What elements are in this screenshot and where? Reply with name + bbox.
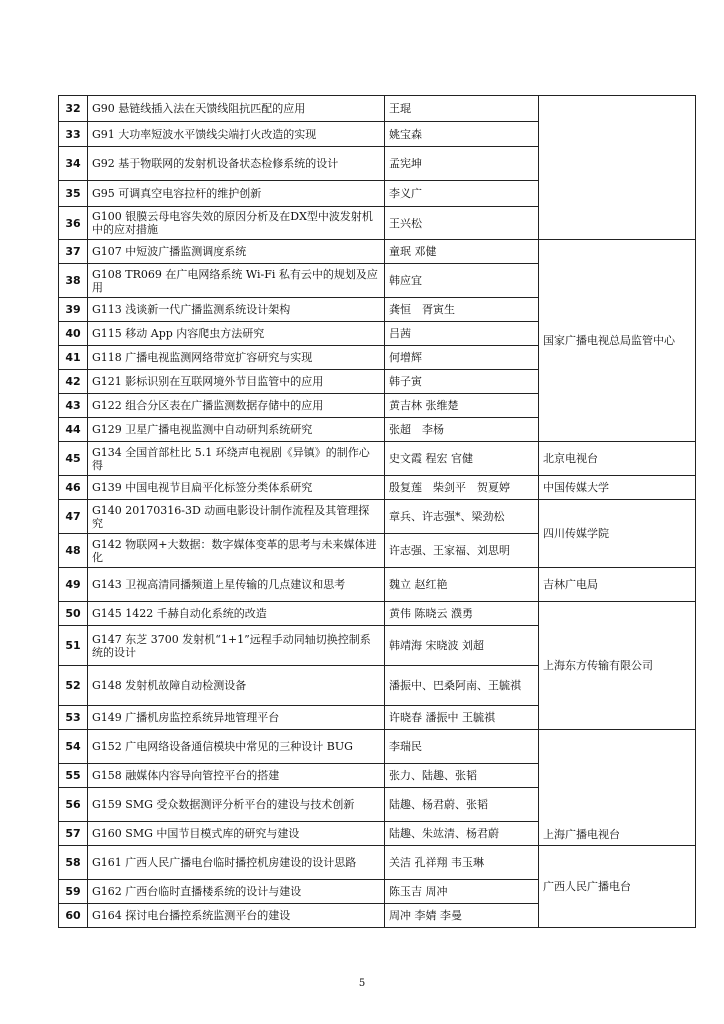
authors: 何增辉 — [385, 346, 539, 370]
authors: 吕茜 — [385, 322, 539, 346]
authors: 李义广 — [385, 181, 539, 207]
paper-title: G108 TR069 在广电网络系统 Wi-Fi 私有云中的规划及应用 — [88, 264, 385, 298]
row-number: 42 — [59, 370, 88, 394]
authors: 黄吉林 张维楚 — [385, 394, 539, 418]
paper-title: G118 广播电视监测网络带宽扩容研究与实现 — [88, 346, 385, 370]
authors: 韩应宜 — [385, 264, 539, 298]
paper-title: G159 SMG 受众数据测评分析平台的建设与技术创新 — [88, 788, 385, 822]
authors: 陆趣、朱竑清、杨君蔚 — [385, 822, 539, 846]
paper-title: G145 1422 千赫自动化系统的改造 — [88, 602, 385, 626]
row-number: 36 — [59, 207, 88, 240]
table-row — [59, 500, 696, 534]
paper-title: G134 全国首部杜比 5.1 环绕声电视剧《异镇》的制作心得 — [88, 442, 385, 476]
row-number: 60 — [59, 904, 88, 928]
row-number: 58 — [59, 846, 88, 880]
authors: 孟宪坤 — [385, 147, 539, 181]
row-number: 37 — [59, 240, 88, 264]
paper-title: G140 20170316-3D 动画电影设计制作流程及其管理探究 — [88, 500, 385, 534]
paper-title: G147 东芝 3700 发射机“1+1”远程手动同轴切换控制系统的设计 — [88, 626, 385, 666]
paper-title: G100 银膜云母电容失效的原因分析及在DX型中波发射机中的应对措施 — [88, 207, 385, 240]
paper-title: G158 融媒体内容导向管控平台的搭建 — [88, 764, 385, 788]
row-number: 45 — [59, 442, 88, 476]
paper-title: G113 浅谈新一代广播监测系统设计架构 — [88, 298, 385, 322]
paper-title: G91 大功率短波水平馈线尖端打火改造的实现 — [88, 122, 385, 147]
authors: 张超 李杨 — [385, 418, 539, 442]
row-number: 46 — [59, 476, 88, 500]
authors: 童珉 邓健 — [385, 240, 539, 264]
table-row — [59, 568, 696, 602]
paper-title: G160 SMG 中国节目模式库的研究与建设 — [88, 822, 385, 846]
paper-title: G161 广西人民广播电台临时播控机房建设的设计思路 — [88, 846, 385, 880]
row-number: 56 — [59, 788, 88, 822]
table-row — [59, 476, 696, 500]
row-number: 53 — [59, 706, 88, 730]
authors: 史文霞 程宏 官健 — [385, 442, 539, 476]
authors: 陆趣、杨君蔚、张韬 — [385, 788, 539, 822]
paper-title: G90 悬链线插入法在天馈线阻抗匹配的应用 — [88, 96, 385, 122]
authors: 陈玉吉 周冲 — [385, 880, 539, 904]
row-number: 51 — [59, 626, 88, 666]
paper-title: G143 卫视高清同播频道上星传输的几点建议和思考 — [88, 568, 385, 602]
paper-title: G92 基于物联网的发射机设备状态检修系统的设计 — [88, 147, 385, 181]
unit-cell: 四川传媒学院 — [539, 500, 696, 568]
authors: 姚宝森 — [385, 122, 539, 147]
row-number: 47 — [59, 500, 88, 534]
table-row — [59, 240, 696, 264]
unit-cell: 上海广播电视台 — [539, 730, 696, 846]
row-number: 59 — [59, 880, 88, 904]
authors: 魏立 赵红艳 — [385, 568, 539, 602]
paper-title: G139 中国电视节目扁平化标签分类体系研究 — [88, 476, 385, 500]
row-number: 34 — [59, 147, 88, 181]
award-list-table — [58, 95, 696, 928]
authors: 殷复莲 柴剑平 贺夏婷 — [385, 476, 539, 500]
unit-cell: 中国传媒大学 — [539, 476, 696, 500]
authors: 章兵、许志强*、梁劲松 — [385, 500, 539, 534]
table-row — [59, 846, 696, 880]
authors: 韩子寅 — [385, 370, 539, 394]
authors: 周冲 李婧 李曼 — [385, 904, 539, 928]
row-number: 52 — [59, 666, 88, 706]
page-number: 5 — [358, 978, 366, 989]
unit-cell — [539, 96, 696, 240]
paper-title: G162 广西台临时直播楼系统的设计与建设 — [88, 880, 385, 904]
paper-title: G129 卫星广播电视监测中自动研判系统研究 — [88, 418, 385, 442]
paper-title: G152 广电网络设备通信模块中常见的三种设计 BUG — [88, 730, 385, 764]
row-number: 49 — [59, 568, 88, 602]
paper-title: G149 广播机房监控系统异地管理平台 — [88, 706, 385, 730]
paper-title: G122 组合分区表在广播监测数据存储中的应用 — [88, 394, 385, 418]
authors: 关洁 孔祥翔 韦玉琳 — [385, 846, 539, 880]
paper-title: G148 发射机故障自动检测设备 — [88, 666, 385, 706]
row-number: 50 — [59, 602, 88, 626]
authors: 龚恒 胥寅生 — [385, 298, 539, 322]
row-number: 38 — [59, 264, 88, 298]
unit-cell: 上海东方传输有限公司 — [539, 602, 696, 730]
table-row — [59, 730, 696, 764]
row-number: 39 — [59, 298, 88, 322]
row-number: 48 — [59, 534, 88, 568]
authors: 潘振中、巴桑阿南、王毓祺 — [385, 666, 539, 706]
row-number: 54 — [59, 730, 88, 764]
row-number: 35 — [59, 181, 88, 207]
authors: 许志强、王家福、刘思明 — [385, 534, 539, 568]
paper-title: G164 探讨电台播控系统监测平台的建设 — [88, 904, 385, 928]
paper-title: G115 移动 App 内容爬虫方法研究 — [88, 322, 385, 346]
unit-cell: 北京电视台 — [539, 442, 696, 476]
authors: 李瑞民 — [385, 730, 539, 764]
row-number: 40 — [59, 322, 88, 346]
paper-title: G121 影标识别在互联网境外节目监管中的应用 — [88, 370, 385, 394]
unit-cell: 吉林广电局 — [539, 568, 696, 602]
table-row — [59, 96, 696, 122]
authors: 黄伟 陈晓云 濮勇 — [385, 602, 539, 626]
authors: 王兴松 — [385, 207, 539, 240]
unit-cell: 广西人民广播电台 — [539, 846, 696, 928]
row-number: 33 — [59, 122, 88, 147]
unit-cell: 国家广播电视总局监管中心 — [539, 240, 696, 442]
authors: 张力、陆趣、张韬 — [385, 764, 539, 788]
authors: 许晓春 潘振中 王毓祺 — [385, 706, 539, 730]
authors: 王琨 — [385, 96, 539, 122]
paper-title: G107 中短波广播监测调度系统 — [88, 240, 385, 264]
row-number: 55 — [59, 764, 88, 788]
row-number: 57 — [59, 822, 88, 846]
paper-title: G142 物联网+大数据：数字媒体变革的思考与未来媒体进化 — [88, 534, 385, 568]
table-row — [59, 442, 696, 476]
paper-title: G95 可调真空电容拉杆的维护创新 — [88, 181, 385, 207]
row-number: 44 — [59, 418, 88, 442]
row-number: 41 — [59, 346, 88, 370]
table-row — [59, 602, 696, 626]
authors: 韩靖海 宋晓波 刘超 — [385, 626, 539, 666]
row-number: 43 — [59, 394, 88, 418]
row-number: 32 — [59, 96, 88, 122]
